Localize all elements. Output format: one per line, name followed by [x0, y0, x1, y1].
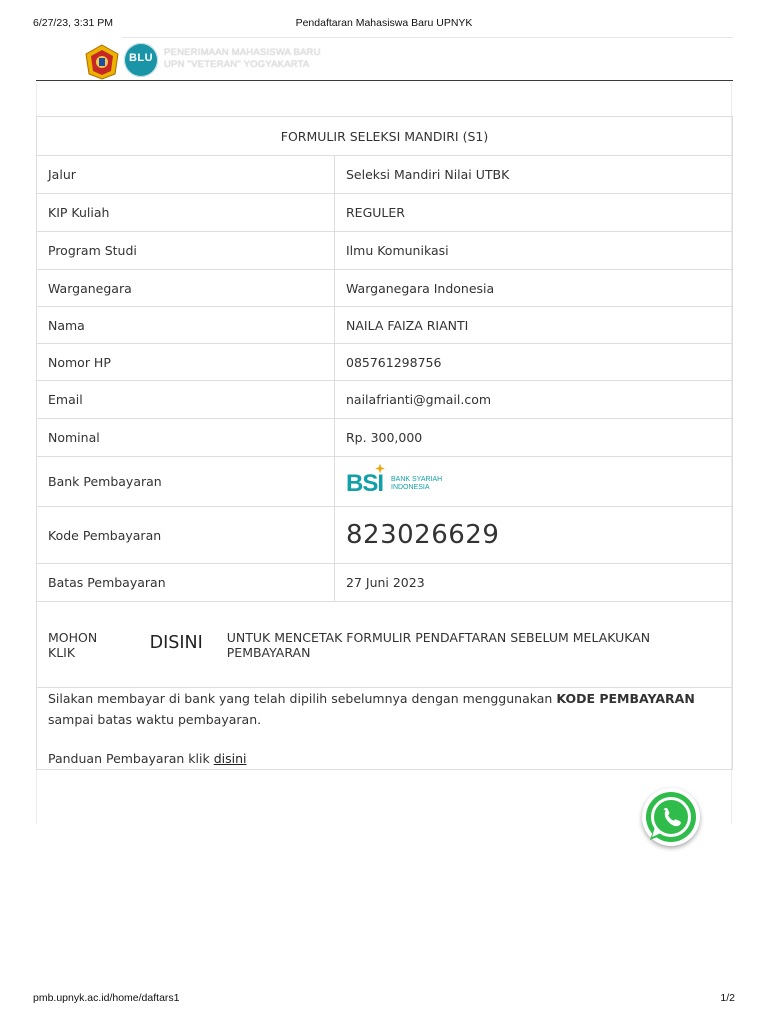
row-label-program-studi: Program Studi: [37, 232, 335, 270]
payment-info-row: [37, 688, 733, 770]
bsi-logo-text: BSI: [346, 469, 384, 497]
row-label-jalur: Jalur: [37, 156, 335, 194]
row-value-program-studi: Ilmu Komunikasi: [335, 232, 733, 270]
info-text-2: sampai batas waktu pembayaran.: [48, 712, 262, 727]
form-title-row: [37, 117, 733, 156]
blu-logo: BLU: [124, 43, 158, 77]
print-url: pmb.upnyk.ac.id/home/daftars1: [33, 992, 180, 1004]
table-row: [37, 381, 733, 419]
print-instruction-row: [37, 602, 733, 688]
print-form-link[interactable]: DISINI: [149, 632, 203, 653]
page-number: 1/2: [720, 992, 735, 1004]
payment-guide-link[interactable]: disini: [213, 751, 247, 766]
payment-guide: [48, 748, 721, 769]
row-value-warganegara: Warganegara Indonesia: [335, 270, 733, 307]
row-value-email: nailafrianti@gmail.com: [335, 381, 733, 419]
table-row: [37, 194, 733, 232]
table-row: [37, 156, 733, 194]
info-text-1: Silakan membayar di bank yang telah dipilih sebelumnya dengan menggunakan: [48, 691, 557, 706]
registration-form-table: [36, 116, 733, 770]
row-label-batas: Batas Pembayaran: [37, 564, 335, 602]
print-header: [33, 17, 735, 31]
payment-info-cell: [37, 688, 733, 770]
bsi-sub-line-1: BANK SYARIAH: [391, 475, 443, 483]
header-divider: [122, 37, 733, 38]
row-label-warganegara: Warganegara: [37, 270, 335, 307]
mohon-suffix: UNTUK MENCETAK FORMULIR PENDAFTARAN SEBELUM MELAKUKAN PEMBAYARAN: [226, 629, 651, 660]
row-value-nomor-hp: 085761298756: [335, 344, 733, 381]
table-row: [37, 507, 733, 564]
mohon-prefix: MOHON KLIK: [48, 629, 98, 660]
logo-line-1: PENERIMAAN MAHASISWA BARU: [164, 47, 321, 58]
info-bold: KODE PEMBAYARAN: [556, 691, 695, 706]
print-page-title: Pendaftaran Mahasiswa Baru UPNYK: [295, 17, 473, 29]
row-value-nominal: Rp. 300,000: [335, 419, 733, 457]
table-row: [37, 232, 733, 270]
print-instruction-cell: [37, 602, 733, 688]
row-label-nama: Nama: [37, 307, 335, 344]
whatsapp-icon: [642, 788, 700, 846]
row-label-bank: Bank Pembayaran: [37, 457, 335, 507]
table-row: [37, 344, 733, 381]
bsi-logo-subtitle: [391, 476, 442, 492]
print-datetime: 6/27/23, 3:31 PM: [33, 17, 113, 29]
guide-prefix: Panduan Pembayaran klik: [48, 751, 214, 766]
bsi-mark: [346, 468, 386, 496]
table-row: [37, 307, 733, 344]
site-logo-area[interactable]: [84, 42, 344, 79]
site-logo-text: [164, 47, 321, 71]
table-row: [37, 270, 733, 307]
form-title: FORMULIR SELEKSI MANDIRI (S1): [37, 117, 733, 156]
table-row: [37, 419, 733, 457]
row-value-batas: 27 Juni 2023: [335, 564, 733, 602]
upn-emblem-icon: [84, 44, 120, 80]
table-row: [37, 564, 733, 602]
nav-divider: [36, 80, 733, 81]
row-value-jalur: Seleksi Mandiri Nilai UTBK: [335, 156, 733, 194]
row-value-nama: NAILA FAIZA RIANTI: [335, 307, 733, 344]
row-label-kode: Kode Pembayaran: [37, 507, 335, 564]
row-label-nominal: Nominal: [37, 419, 335, 457]
bsi-sub-line-2: INDONESIA: [391, 483, 430, 491]
whatsapp-button[interactable]: [642, 788, 700, 846]
payment-code-value: 823026629: [335, 507, 733, 564]
row-value-kip: REGULER: [335, 194, 733, 232]
bsi-logo: [346, 466, 721, 498]
row-label-email: Email: [37, 381, 335, 419]
row-value-bank: [335, 457, 733, 507]
table-row: [37, 457, 733, 507]
logo-line-2: UPN "VETERAN" YOGYAKARTA: [164, 59, 310, 70]
row-label-nomor-hp: Nomor HP: [37, 344, 335, 381]
row-label-kip: KIP Kuliah: [37, 194, 335, 232]
payment-instruction: [48, 688, 721, 730]
